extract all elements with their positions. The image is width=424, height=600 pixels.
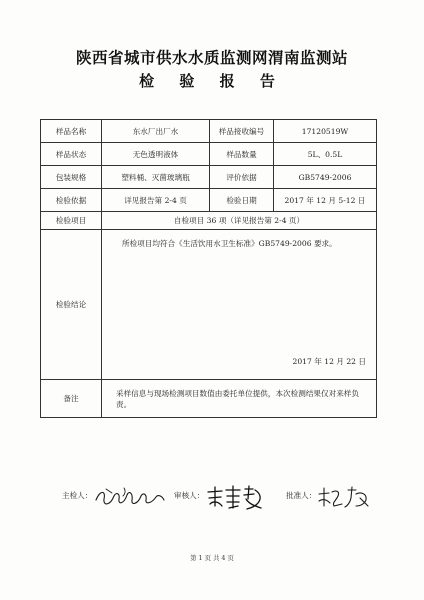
- compiler-label: 主检人：: [62, 491, 93, 500]
- sample-state-value: 无色透明液体: [102, 143, 210, 166]
- compiler-signature-mark: [94, 484, 166, 510]
- test-date-value: 2017 年 12 月 5-12 日: [274, 189, 377, 212]
- test-basis-value: 详见报告第 2-4 页: [102, 189, 210, 212]
- report-title: 陕西省城市供水水质监测网渭南监测站: [75, 49, 348, 67]
- conclusion-cell: [102, 230, 377, 380]
- packaging-value: 塑料桶、灭菌玻璃瓶: [102, 166, 210, 189]
- sample-name-label: 样品名称: [41, 120, 102, 143]
- table-row: [41, 120, 377, 143]
- table-row: [41, 166, 377, 189]
- remark-text: 采样信息与现场检测项目数值由委托单位提供，本次检测结果仅对来样负责。: [102, 380, 377, 418]
- evaluation-basis-label: 评价依据: [210, 166, 274, 189]
- table-row: [41, 230, 377, 380]
- test-items-value: 自检项目 36 项（详见报告第 2-4 页）: [102, 212, 377, 230]
- remark-label: 备注: [41, 380, 102, 418]
- table-row: [41, 189, 377, 212]
- report-subtitle: 检 验 报 告: [139, 72, 285, 90]
- sample-id-value: 17120519W: [274, 120, 377, 143]
- sample-quantity-value: 5L、0.5L: [274, 143, 377, 166]
- packaging-label: 包装规格: [41, 166, 102, 189]
- test-date-label: 检验日期: [210, 189, 274, 212]
- conclusion-date: 2017 年 12 月 22 日: [292, 357, 366, 366]
- approver-signature-mark: [316, 484, 370, 510]
- conclusion-text: 所检项目均符合《生活饮用水卫生标准》GB5749-2006 要求。: [122, 239, 337, 248]
- page-number: 第 1 页 共 4 页: [190, 554, 234, 562]
- sample-id-label: 样品接收编号: [210, 120, 274, 143]
- report-table: [40, 119, 377, 418]
- reviewer-signature-mark: [205, 484, 267, 512]
- test-items-label: 检验项目: [41, 212, 102, 230]
- approver-label: 批准人：: [286, 491, 317, 500]
- table-row: [41, 143, 377, 166]
- signature-block: [0, 484, 424, 514]
- reviewer-label: 审核人：: [174, 491, 205, 500]
- evaluation-basis-value: GB5749-2006: [274, 166, 377, 189]
- conclusion-label: 检验结论: [41, 230, 102, 380]
- table-row: [41, 212, 377, 230]
- sample-state-label: 样品状态: [41, 143, 102, 166]
- table-row: [41, 380, 377, 418]
- sample-name-value: 东水厂出厂水: [102, 120, 210, 143]
- sample-quantity-label: 样品数量: [210, 143, 274, 166]
- test-basis-label: 检验依据: [41, 189, 102, 212]
